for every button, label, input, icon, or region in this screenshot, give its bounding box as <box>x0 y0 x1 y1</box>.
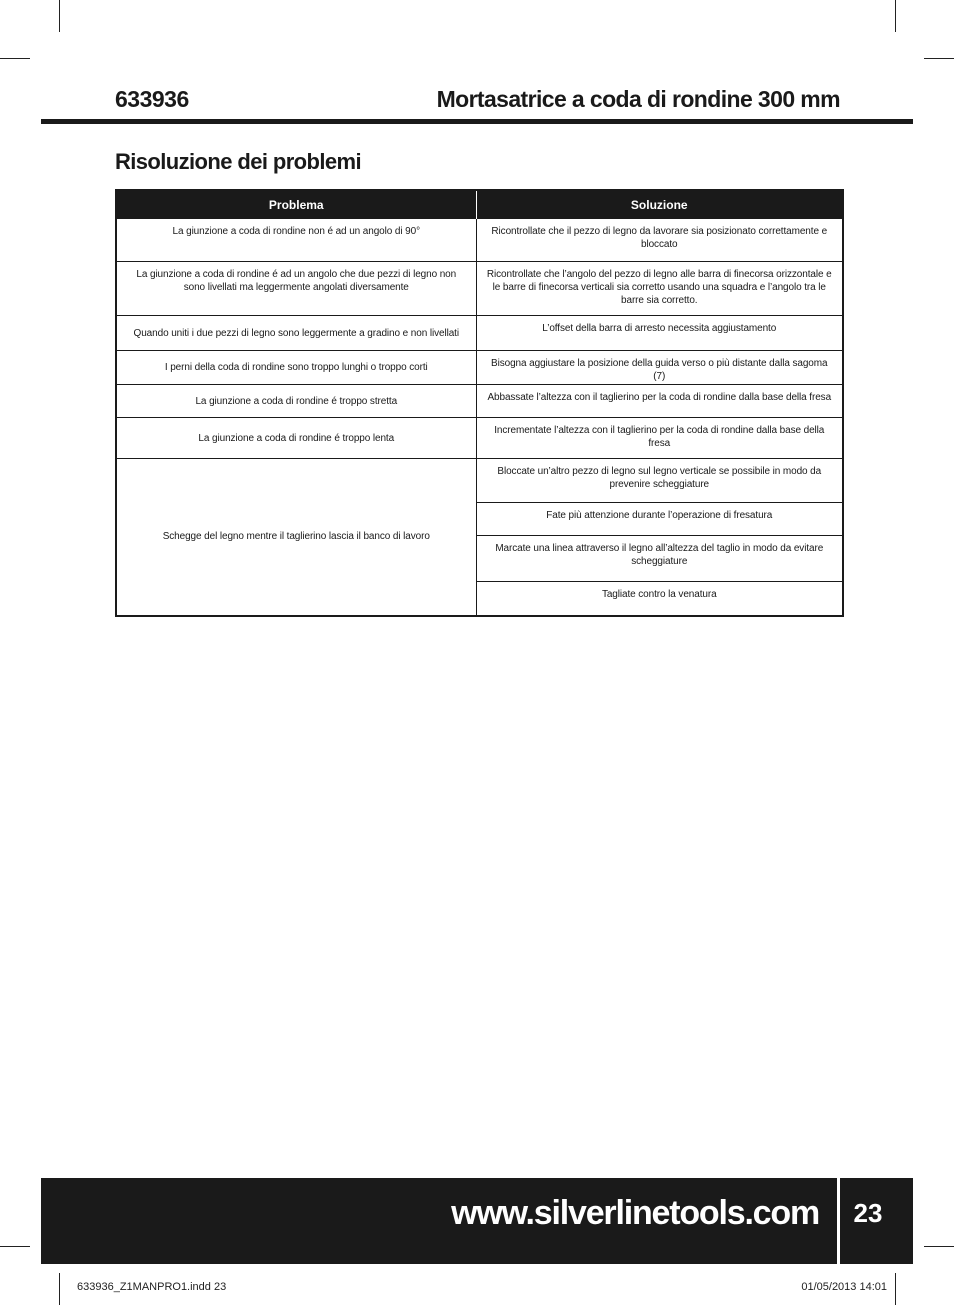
footer-bar <box>41 1178 837 1264</box>
solution-cell: Ricontrollate che l’angolo del pezzo di legno alle barra di finecorsa orizzontale e le barre di finecorsa verticali sia corretto usando una squadra e l’angolo tra le barre sia corretto. <box>476 262 843 316</box>
crop-mark <box>895 0 896 32</box>
website-url: www.silverlinetools.com <box>451 1194 819 1232</box>
table-row <box>116 262 843 316</box>
problem-cell: Schegge del legno mentre il taglierino lascia il banco di lavoro <box>116 459 476 616</box>
troubleshooting-table <box>115 189 844 617</box>
table-row <box>116 418 843 459</box>
page-number: 23 <box>853 1198 883 1228</box>
slug-filename: 633936_Z1MANPRO1.indd 23 <box>77 1281 227 1293</box>
table-row <box>116 385 843 418</box>
problem-cell: La giunzione a coda di rondine é ad un angolo che due pezzi di legno non sono livellati ma leggermente angolati diversamente <box>116 262 476 316</box>
problem-cell: La giunzione a coda di rondine é troppo lenta <box>116 418 476 459</box>
problem-cell: La giunzione a coda di rondine é troppo stretta <box>116 385 476 418</box>
table-row <box>116 351 843 385</box>
solution-cell: Incrementate l’altezza con il taglierino per la coda di rondine dalla base della fresa <box>476 418 843 459</box>
product-code: 633936 <box>115 86 189 112</box>
table-row <box>116 316 843 351</box>
solution-cell: Tagliate contro la venatura <box>476 582 843 616</box>
solution-cell: Abbassate l’altezza con il taglierino per la coda di rondine dalla base della fresa <box>476 385 843 418</box>
crop-mark <box>924 58 954 59</box>
table-header-row <box>116 190 843 219</box>
solution-cell: Marcate una linea attraverso il legno all’altezza del taglio in modo da evitare scheggiature <box>476 536 843 582</box>
solution-cell: Ricontrollate che il pezzo di legno da lavorare sia posizionato correttamente e bloccato <box>476 219 843 262</box>
problem-cell: Quando uniti i due pezzi di legno sono leggermente a gradino e non livellati <box>116 316 476 351</box>
section-title: Risoluzione dei problemi <box>115 149 361 174</box>
problem-cell: La giunzione a coda di rondine non é ad un angolo di 90° <box>116 219 476 262</box>
solution-cell: Fate più attenzione durante l’operazione di fresatura <box>476 503 843 536</box>
crop-mark <box>0 58 30 59</box>
solution-cell: Bloccate un’altro pezzo di legno sul legno verticale se possibile in modo da prevenire scheggiature <box>476 459 843 503</box>
crop-mark <box>924 1246 954 1247</box>
solution-cell: Bisogna aggiustare la posizione della guida verso o più distante dalla sagoma (7) <box>476 351 843 385</box>
page-header <box>115 86 840 116</box>
product-title: Mortasatrice a coda di rondine 300 mm <box>436 86 840 112</box>
crop-mark <box>895 1273 896 1305</box>
slug-datetime: 01/05/2013 14:01 <box>801 1281 887 1293</box>
table-row <box>116 459 843 503</box>
table-row <box>116 219 843 262</box>
crop-mark <box>59 1273 60 1305</box>
crop-mark <box>59 0 60 32</box>
column-header-problem: Problema <box>116 190 476 219</box>
crop-mark <box>0 1246 30 1247</box>
page-number-box <box>840 1178 913 1264</box>
header-divider <box>41 119 913 124</box>
problem-cell: I perni della coda di rondine sono troppo lunghi o troppo corti <box>116 351 476 385</box>
solution-cell: L’offset della barra di arresto necessita aggiustamento <box>476 316 843 351</box>
column-header-solution: Soluzione <box>476 190 843 219</box>
